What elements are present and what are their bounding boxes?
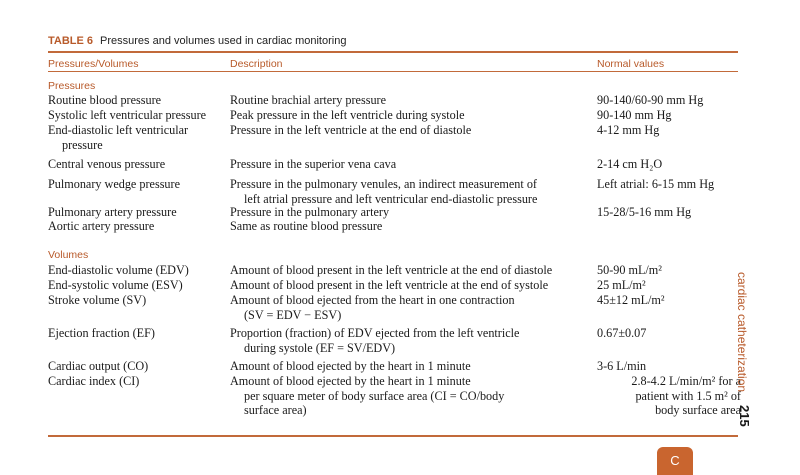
cell-line: patient with 1.5 m² of	[635, 388, 741, 403]
row-name	[48, 374, 224, 389]
cell-line: End-diastolic volume (EDV)	[48, 263, 189, 277]
page-number: 215	[737, 405, 752, 427]
row-description	[230, 123, 590, 138]
cell-line: 15-28/5-16 mm Hg	[597, 205, 692, 219]
table-title: Pressures and volumes used in cardiac monitoring	[100, 35, 347, 47]
header-rule	[48, 71, 738, 72]
cell-line: left atrial pressure and left ventricular end-diastolic pressure	[244, 191, 538, 206]
row-description	[230, 219, 590, 234]
cell-line: Amount of blood present in the left ventricle at the end of diastole	[230, 263, 553, 277]
row-description	[230, 278, 590, 293]
cell-line: Systolic left ventricular pressure	[48, 108, 207, 122]
row-normal-value	[597, 359, 741, 374]
row-name	[48, 205, 224, 220]
table-label: TABLE 6	[48, 35, 94, 47]
cell-line: Cardiac index (CI)	[48, 374, 140, 388]
cell-line: Pulmonary wedge pressure	[48, 177, 180, 191]
header-normal-values: Normal values	[597, 58, 665, 70]
cell-line: Amount of blood ejected by the heart in 1 minute	[230, 359, 471, 373]
row-name	[48, 157, 224, 172]
row-name	[48, 177, 224, 192]
cell-line: 4-12 mm Hg	[597, 123, 660, 137]
header-pressures-volumes: Pressures/Volumes	[48, 58, 139, 70]
cell-line: Same as routine blood pressure	[230, 219, 383, 233]
cell-line: 45±12 mL/m²	[597, 293, 665, 307]
cell-line: Left atrial: 6-15 mm Hg	[597, 177, 715, 191]
row-name	[48, 326, 224, 341]
cell-line: 3-6 L/min	[597, 359, 647, 373]
cell-line: Proportion (fraction) of EDV ejected from the left ventricle	[230, 326, 520, 340]
row-description	[230, 293, 590, 322]
row-normal-value	[597, 263, 741, 278]
table-caption	[48, 35, 738, 47]
cell-line: body surface area	[655, 403, 741, 418]
cell-line: 2.8-4.2 L/min/m² for a	[631, 374, 741, 388]
cell-line: Ejection fraction (EF)	[48, 326, 155, 340]
row-normal-value	[597, 374, 741, 418]
cell-line: Stroke volume (SV)	[48, 293, 147, 307]
thumb-tab: C	[657, 447, 693, 475]
cell-line: 90-140 mm Hg	[597, 108, 672, 122]
row-description	[230, 157, 590, 172]
row-description	[230, 359, 590, 374]
row-description	[230, 263, 590, 278]
row-name	[48, 123, 224, 152]
table-top-rule	[48, 51, 738, 53]
row-normal-value	[597, 177, 741, 192]
cell-line: per square meter of body surface area (CI = CO/body	[244, 388, 505, 403]
row-normal-value	[597, 278, 741, 293]
row-name	[48, 278, 224, 293]
cell-line: Routine brachial artery pressure	[230, 93, 387, 107]
row-normal-value	[597, 93, 741, 108]
row-name	[48, 293, 224, 308]
table-bottom-rule	[48, 435, 738, 437]
row-normal-value	[597, 326, 741, 341]
cell-line: 90-140/60-90 mm Hg	[597, 93, 704, 107]
section-title-pressures: Pressures	[48, 80, 96, 92]
section-title-volumes: Volumes	[48, 249, 89, 261]
header-description: Description	[230, 58, 283, 70]
cell-line: Routine blood pressure	[48, 93, 162, 107]
cell-line: (SV = EDV − ESV)	[244, 307, 342, 322]
row-name	[48, 263, 224, 278]
cell-line: surface area)	[244, 403, 307, 418]
row-normal-value	[597, 205, 741, 220]
row-name	[48, 108, 224, 123]
row-description	[230, 108, 590, 123]
row-description	[230, 326, 590, 355]
cell-line: Pressure in the left ventricle at the end of diastole	[230, 123, 472, 137]
cell-line: Pulmonary artery pressure	[48, 205, 177, 219]
running-head: cardiac catheterization	[735, 272, 749, 393]
cell-line: 50-90 mL/m²	[597, 263, 662, 277]
cell-line: End-systolic volume (ESV)	[48, 278, 183, 292]
cell-line: Amount of blood ejected by the heart in 1 minute	[230, 374, 471, 388]
cell-line: Pressure in the pulmonary artery	[230, 205, 390, 219]
cell-line: Amount of blood present in the left ventricle at the end of systole	[230, 278, 549, 292]
row-description	[230, 374, 590, 418]
cell-line: pressure	[62, 137, 103, 152]
row-normal-value	[597, 157, 741, 172]
cell-line: Aortic artery pressure	[48, 219, 155, 233]
cell-line: during systole (EF = SV/EDV)	[244, 340, 396, 355]
cell-line: 0.67±0.07	[597, 326, 647, 340]
cell-line: Amount of blood ejected from the heart in one contraction	[230, 293, 515, 307]
cell-line: Cardiac output (CO)	[48, 359, 149, 373]
row-name	[48, 93, 224, 108]
row-name	[48, 359, 224, 374]
row-normal-value	[597, 293, 741, 308]
cell-line: Pressure in the superior vena cava	[230, 157, 397, 171]
cell-line: 2-14 cm H₂O	[597, 157, 663, 171]
cell-line: 25 mL/m²	[597, 278, 646, 292]
row-description	[230, 93, 590, 108]
row-description	[230, 205, 590, 220]
cell-line: Central venous pressure	[48, 157, 166, 171]
row-normal-value	[597, 123, 741, 138]
cell-line: Pressure in the pulmonary venules, an indirect measurement of	[230, 177, 537, 191]
cell-line: Peak pressure in the left ventricle during systole	[230, 108, 465, 122]
row-name	[48, 219, 224, 234]
cell-line: End-diastolic left ventricular	[48, 123, 189, 137]
row-description	[230, 177, 590, 206]
row-normal-value	[597, 108, 741, 123]
